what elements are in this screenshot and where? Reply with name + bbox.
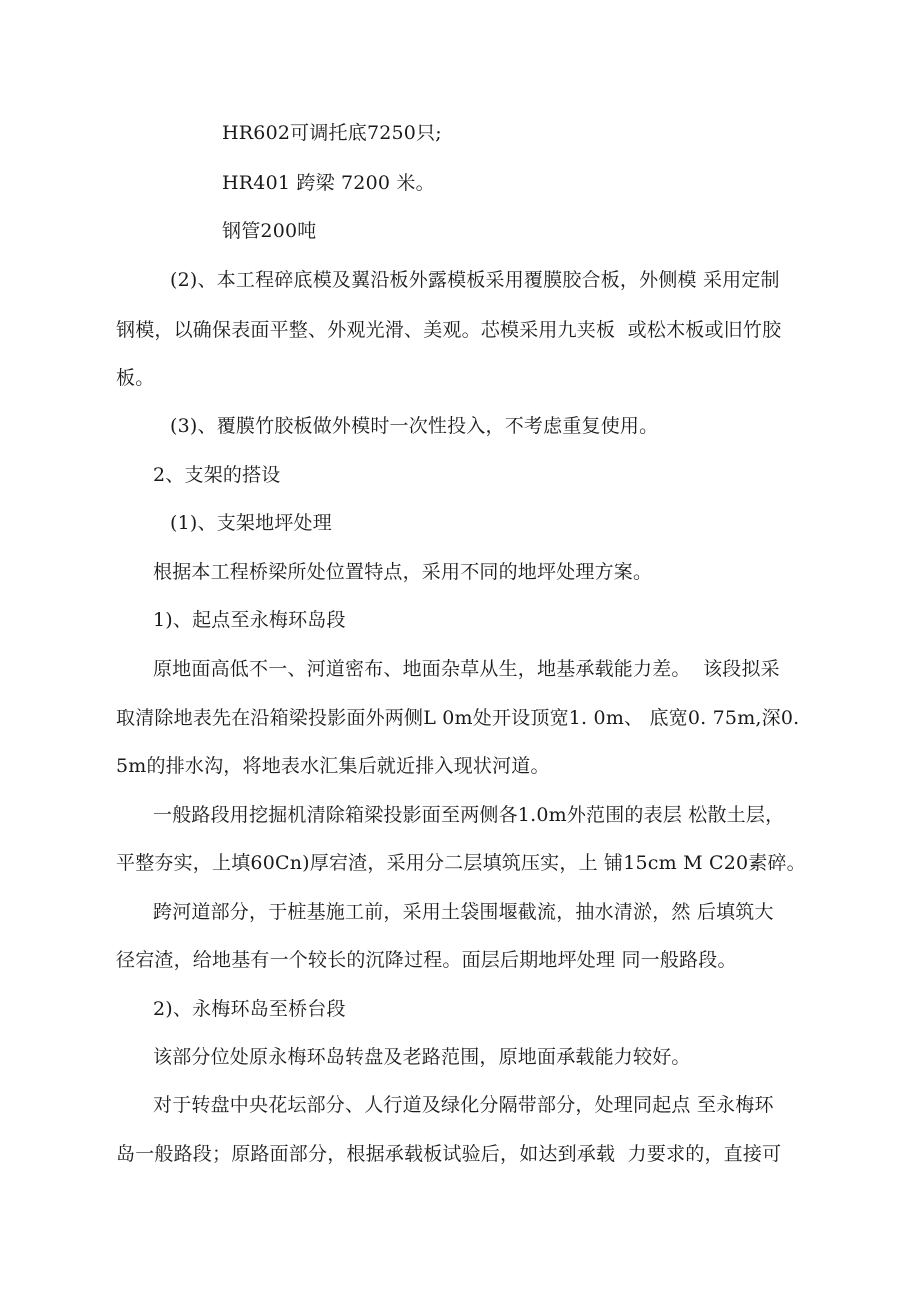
subsection-heading: (1)、支架地坪处理 <box>170 512 332 534</box>
text-line: 钢管200吨 <box>222 220 317 242</box>
subsection-heading: 1)、起点至永梅环岛段 <box>153 609 346 631</box>
text-line: HR401 跨梁 7200 米。 <box>222 172 435 194</box>
text-line: 钢模，以确保表面平整、外观光滑、美观。芯模采用九夹板 或松木板或旧竹胶 <box>116 319 782 341</box>
text-line: (3)、覆膜竹胶板做外模时一次性投入，不考虑重复使用。 <box>170 415 659 437</box>
text-line: 板。 <box>116 367 155 389</box>
text-line: 平整夯实，上填60Cn)厚宕渣，采用分二层填筑压实，上 铺15cm M C20素碎。 <box>116 852 806 874</box>
subsection-heading: 2)、永梅环岛至桥台段 <box>153 998 346 1020</box>
text-line: (2)、本工程碎底模及翼沿板外露模板采用覆膜胶合板，外侧模 采用定制 <box>170 269 780 291</box>
text-line: 径宕渣，给地基有一个较长的沉降过程。面层后期地坪处理 同一般路段。 <box>116 949 737 971</box>
text-line: 岛一般路段；原路面部分，根据承载板试验后，如达到承载 力要求的，直接可 <box>116 1143 782 1165</box>
text-line: 一般路段用挖掘机清除箱梁投影面至两侧各1.0m外范围的表层 松散土层， <box>153 804 785 826</box>
text-line: 5m的排水沟，将地表水汇集后就近排入现状河道。 <box>116 755 550 777</box>
text-line: 对于转盘中央花坛部分、人行道及绿化分隔带部分，处理同起点 至永梅环 <box>153 1094 774 1116</box>
text-line: 取清除地表先在沿箱梁投影面外两侧L 0m处开设顶宽1. 0m、 底宽0. 75m,深0. <box>116 707 800 729</box>
text-line: HR602可调托底7250只; <box>222 122 442 144</box>
section-heading: 2、支架的搭设 <box>153 464 281 486</box>
text-line: 该部分位处原永梅环岛转盘及老路范围，原地面承载能力较好。 <box>153 1046 691 1068</box>
text-line: 原地面高低不一、河道密布、地面杂草从生，地基承载能力差。 该段拟采 <box>153 658 780 680</box>
text-line: 跨河道部分，于桩基施工前，采用土袋围堰截流，抽水清淤，然 后填筑大 <box>153 901 774 923</box>
text-line: 根据本工程桥梁所处位置特点，采用不同的地坪处理方案。 <box>153 561 653 583</box>
